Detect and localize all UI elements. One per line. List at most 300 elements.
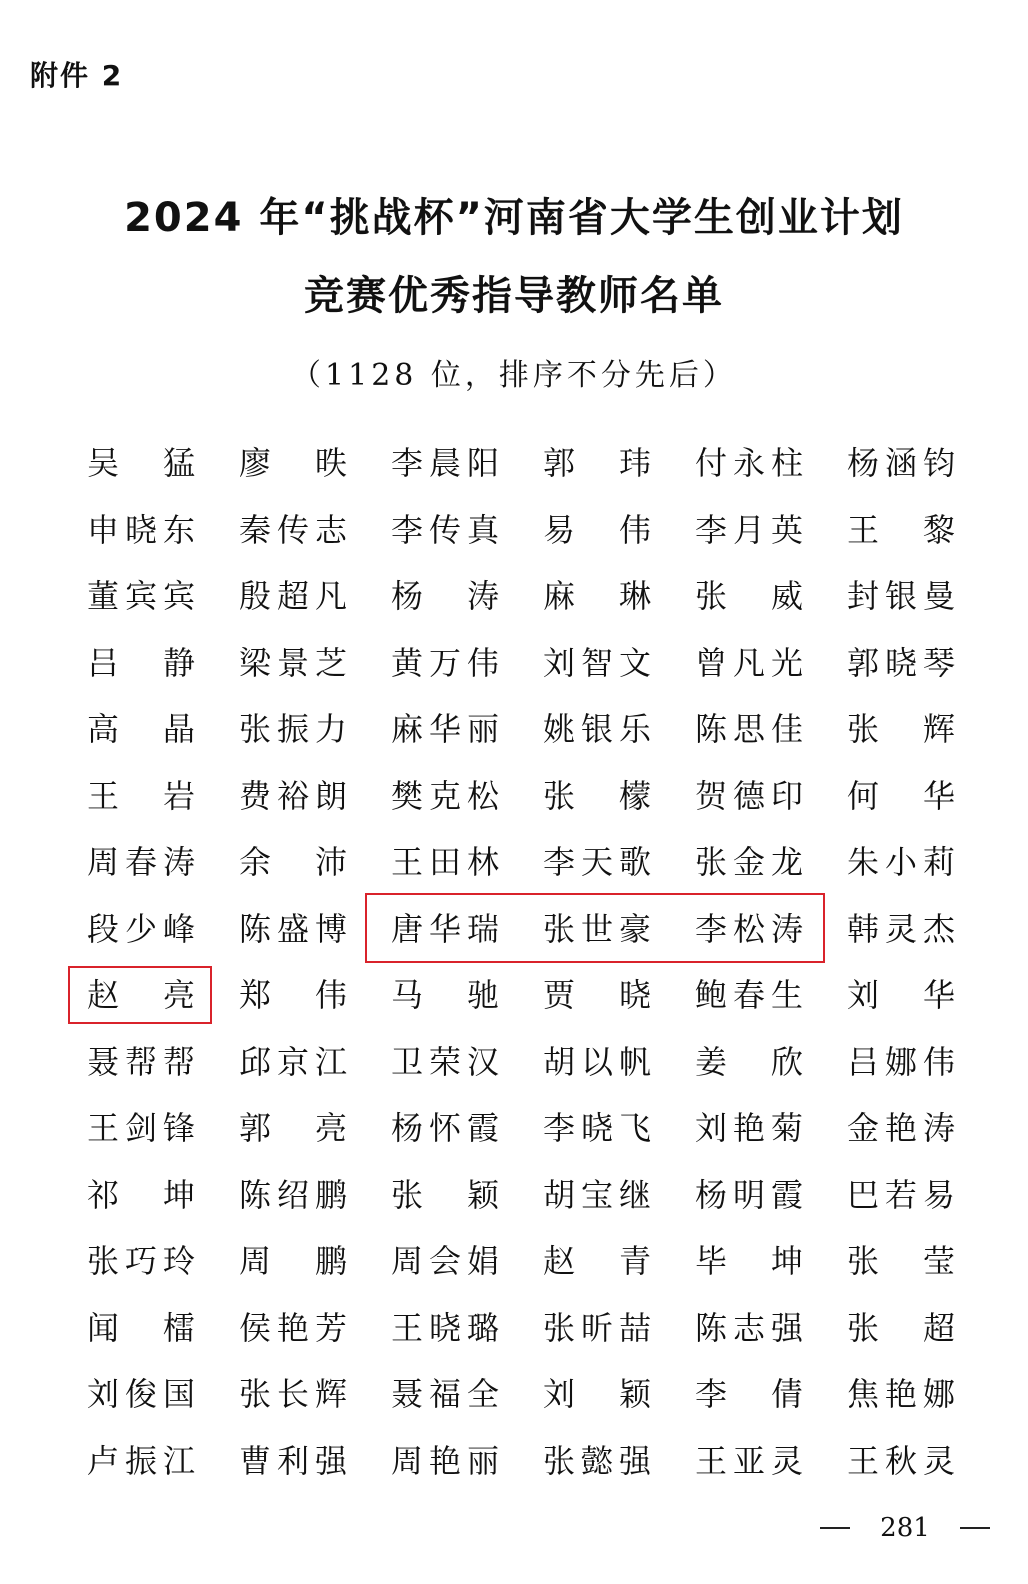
teacher-name — [847, 1238, 955, 1284]
teacher-name — [695, 507, 803, 553]
name-char: 琴 — [922, 643, 955, 682]
name-char: 金 — [732, 843, 765, 881]
name-char: 伟 — [922, 1042, 955, 1081]
name-char: 玲 — [162, 1242, 195, 1280]
name-char: 菊 — [770, 1109, 803, 1147]
name-char: 李 — [543, 843, 576, 881]
name-char: 江 — [314, 1042, 347, 1081]
teacher-name — [847, 440, 955, 486]
name-char: 陈 — [695, 1308, 728, 1347]
page-number: 281 — [880, 1513, 930, 1543]
name-char: 麻 — [391, 710, 424, 748]
name-char: 李 — [695, 1375, 728, 1413]
name-char: 周 — [87, 843, 120, 881]
name-char: 张 — [239, 1375, 272, 1413]
name-char: 钧 — [922, 444, 955, 482]
name-char: 王 — [695, 1441, 728, 1480]
name-char: 克 — [428, 776, 461, 815]
document-subtitle: （1128 位，排序不分先后） — [291, 358, 737, 393]
teacher-name — [695, 1305, 803, 1351]
name-char: 张 — [847, 1308, 880, 1347]
name-char: 焦 — [847, 1375, 880, 1413]
highlight-box-row8 — [365, 893, 825, 963]
name-char: 豪 — [618, 909, 651, 948]
name-char: 德 — [732, 776, 765, 815]
name-char: 周 — [391, 1242, 424, 1280]
name-char: 付 — [695, 444, 728, 482]
teacher-name — [847, 906, 955, 952]
name-char: 岩 — [162, 776, 195, 815]
name-char: 传 — [428, 510, 461, 549]
name-char: 马 — [391, 976, 424, 1014]
name-char: 曼 — [922, 577, 955, 615]
name-char: 张 — [847, 1242, 880, 1280]
name-char: 东 — [162, 510, 195, 549]
teacher-name — [87, 507, 195, 553]
name-char: 银 — [884, 577, 917, 615]
teacher-name — [847, 1105, 955, 1151]
teacher-name — [695, 706, 803, 752]
teacher-name — [239, 839, 347, 885]
teacher-name — [239, 906, 347, 952]
name-char: 瑞 — [466, 909, 499, 948]
name-char: 欣 — [770, 1042, 803, 1081]
name-char: 英 — [770, 510, 803, 549]
teacher-name — [391, 440, 499, 486]
name-char: 国 — [162, 1375, 195, 1413]
teacher-name — [391, 1438, 499, 1484]
name-char: 怀 — [428, 1109, 461, 1147]
teacher-name — [391, 706, 499, 752]
teacher-name — [87, 1238, 195, 1284]
teacher-name — [847, 507, 955, 553]
name-char: 喆 — [618, 1308, 651, 1347]
teacher-name — [87, 573, 195, 619]
teacher-name — [391, 1305, 499, 1351]
name-char: 会 — [428, 1242, 461, 1280]
name-char: 晓 — [884, 643, 917, 682]
teacher-name — [87, 706, 195, 752]
name-char: 志 — [314, 510, 347, 549]
name-char: 董 — [87, 577, 120, 615]
name-char: 华 — [922, 776, 955, 815]
name-char: 传 — [276, 510, 309, 549]
name-char: 超 — [922, 1308, 955, 1347]
name-char: 张 — [87, 1242, 120, 1280]
name-char: 田 — [428, 843, 461, 881]
name-char: 强 — [618, 1441, 651, 1480]
name-char: 芝 — [314, 643, 347, 682]
name-char: 艳 — [884, 1109, 917, 1147]
name-char: 姚 — [543, 710, 576, 748]
name-char: 帮 — [124, 1042, 157, 1081]
name-char: 春 — [732, 976, 765, 1014]
name-char: 昳 — [314, 444, 347, 482]
name-char: 松 — [732, 909, 765, 948]
name-char: 张 — [543, 909, 576, 948]
name-char: 春 — [124, 843, 157, 881]
teacher-name — [543, 972, 651, 1018]
teacher-name — [543, 706, 651, 752]
teacher-name — [847, 839, 955, 885]
name-char: 驰 — [466, 976, 499, 1014]
name-char: 鹏 — [314, 1175, 347, 1214]
name-char: 佳 — [770, 710, 803, 748]
name-char: 思 — [732, 710, 765, 748]
name-char: 静 — [162, 643, 195, 682]
name-char: 沛 — [314, 843, 347, 881]
name-char: 高 — [87, 710, 120, 748]
name-char: 真 — [466, 510, 499, 549]
name-char: 阳 — [466, 444, 499, 482]
name-char: 强 — [314, 1441, 347, 1480]
teacher-name — [695, 1438, 803, 1484]
name-char: 李 — [543, 1109, 576, 1147]
name-char: 全 — [466, 1375, 499, 1413]
name-char: 郭 — [239, 1109, 272, 1147]
teacher-name — [239, 773, 347, 819]
name-char: 超 — [276, 577, 309, 615]
name-char: 刘 — [847, 976, 880, 1014]
name-char: 智 — [580, 643, 613, 682]
name-char: 檑 — [162, 1308, 195, 1347]
name-char: 易 — [922, 1175, 955, 1214]
teacher-name — [847, 1039, 955, 1085]
name-char: 曾 — [695, 643, 728, 682]
teacher-name — [695, 972, 803, 1018]
name-char: 荣 — [428, 1042, 461, 1081]
teacher-name — [695, 440, 803, 486]
teacher-name — [847, 1438, 955, 1484]
name-char: 银 — [580, 710, 613, 748]
name-char: 刘 — [87, 1375, 120, 1413]
teacher-name — [239, 1238, 347, 1284]
teacher-name — [239, 573, 347, 619]
name-char: 卫 — [391, 1042, 424, 1081]
name-char: 王 — [847, 510, 880, 549]
footer-dash-right — [960, 1527, 990, 1529]
teacher-name — [239, 507, 347, 553]
name-char: 以 — [580, 1042, 613, 1081]
name-char: 月 — [732, 510, 765, 549]
teacher-name — [239, 1039, 347, 1085]
teacher-name — [543, 573, 651, 619]
name-char: 陈 — [239, 909, 272, 948]
teacher-name — [239, 972, 347, 1018]
name-char: 福 — [428, 1375, 461, 1413]
name-char: 李 — [391, 444, 424, 482]
teacher-name — [543, 640, 651, 686]
name-char: 赵 — [87, 976, 120, 1014]
name-char: 吴 — [87, 444, 120, 482]
name-char: 聂 — [391, 1375, 424, 1413]
name-char: 杨 — [847, 444, 880, 482]
teacher-name — [847, 640, 955, 686]
name-char: 宝 — [580, 1175, 613, 1214]
name-char: 万 — [428, 643, 461, 682]
name-char: 曹 — [239, 1441, 272, 1480]
name-char: 若 — [884, 1175, 917, 1214]
name-char: 王 — [391, 843, 424, 881]
attachment-label: 附件 2 — [30, 59, 124, 92]
teacher-name — [239, 1305, 347, 1351]
page-footer — [820, 1510, 990, 1546]
name-char: 鲍 — [695, 976, 728, 1014]
name-char: 志 — [732, 1308, 765, 1347]
name-char: 韩 — [847, 909, 880, 948]
name-char: 文 — [618, 643, 651, 682]
name-char: 杨 — [391, 1109, 424, 1147]
name-char: 涛 — [770, 909, 803, 948]
name-char: 博 — [314, 909, 347, 948]
name-char: 陈 — [695, 710, 728, 748]
name-char: 光 — [770, 643, 803, 682]
teacher-name — [543, 1305, 651, 1351]
name-char: 柱 — [770, 444, 803, 482]
name-char: 景 — [276, 643, 309, 682]
name-char: 吕 — [847, 1042, 880, 1081]
name-char: 威 — [770, 577, 803, 615]
teacher-name — [87, 906, 195, 952]
name-char: 汉 — [466, 1042, 499, 1081]
name-char: 莹 — [922, 1242, 955, 1280]
name-char: 京 — [276, 1042, 309, 1081]
name-char: 赵 — [543, 1242, 576, 1280]
teacher-name — [391, 1105, 499, 1151]
teacher-name — [695, 1238, 803, 1284]
teacher-name — [87, 1438, 195, 1484]
name-char: 秋 — [884, 1441, 917, 1480]
name-char: 巧 — [124, 1242, 157, 1280]
name-char: 封 — [847, 577, 880, 615]
name-char: 胡 — [543, 1175, 576, 1214]
teacher-name — [695, 1371, 803, 1417]
teacher-name — [543, 440, 651, 486]
name-char: 灵 — [922, 1441, 955, 1480]
name-char: 艳 — [732, 1109, 765, 1147]
name-char: 黄 — [391, 643, 424, 682]
teacher-name — [87, 1371, 195, 1417]
name-char: 张 — [847, 710, 880, 748]
name-char: 艳 — [884, 1375, 917, 1413]
name-char: 颖 — [466, 1175, 499, 1214]
teacher-name — [543, 1039, 651, 1085]
teacher-name — [239, 440, 347, 486]
name-char: 少 — [124, 909, 157, 948]
name-char: 华 — [922, 976, 955, 1014]
name-char: 张 — [695, 577, 728, 615]
footer-dash-left — [820, 1527, 850, 1529]
name-char: 李 — [391, 510, 424, 549]
name-char: 猛 — [162, 444, 195, 482]
name-char: 莉 — [922, 843, 955, 881]
teacher-name — [695, 1039, 803, 1085]
name-char: 灵 — [770, 1441, 803, 1480]
teacher-name — [847, 1172, 955, 1218]
name-char: 伟 — [466, 643, 499, 682]
name-char: 秦 — [239, 510, 272, 549]
name-char: 力 — [314, 710, 347, 748]
name-char: 张 — [543, 1308, 576, 1347]
name-char: 樊 — [391, 776, 424, 815]
name-char: 裕 — [276, 776, 309, 815]
name-char: 振 — [276, 710, 309, 748]
name-char: 利 — [276, 1441, 309, 1480]
name-char: 娜 — [884, 1042, 917, 1081]
name-char: 晓 — [428, 1308, 461, 1347]
name-char: 帆 — [618, 1042, 651, 1081]
name-char: 吕 — [87, 643, 120, 682]
teacher-name — [543, 1105, 651, 1151]
name-char: 邱 — [239, 1042, 272, 1081]
name-char: 郭 — [847, 643, 880, 682]
teacher-name — [543, 507, 651, 553]
name-char: 巴 — [847, 1175, 880, 1214]
teacher-name — [87, 839, 195, 885]
teacher-name — [391, 773, 499, 819]
name-char: 涛 — [466, 577, 499, 615]
name-char: 卢 — [87, 1441, 120, 1480]
teacher-name — [695, 1172, 803, 1218]
name-char: 生 — [770, 976, 803, 1014]
teacher-name — [695, 839, 803, 885]
teacher-name — [695, 573, 803, 619]
name-char: 聂 — [87, 1042, 120, 1081]
name-char: 娟 — [466, 1242, 499, 1280]
teacher-name — [543, 1371, 651, 1417]
name-char: 侯 — [239, 1308, 272, 1347]
name-char: 张 — [239, 710, 272, 748]
name-char: 陈 — [239, 1175, 272, 1214]
teacher-name — [239, 1105, 347, 1151]
document-title-line1: 2024 年“挑战杯”河南省大学生创业计划 — [124, 195, 904, 241]
name-char: 祁 — [87, 1175, 120, 1214]
name-char: 李 — [695, 510, 728, 549]
name-char: 黎 — [922, 510, 955, 549]
name-char: 宾 — [124, 577, 157, 615]
name-char: 梁 — [239, 643, 272, 682]
name-char: 唐 — [391, 909, 424, 948]
name-char: 俊 — [124, 1375, 157, 1413]
name-char: 王 — [87, 776, 120, 815]
teacher-name — [543, 773, 651, 819]
name-char: 杨 — [391, 577, 424, 615]
name-char: 涛 — [922, 1109, 955, 1147]
name-char: 丽 — [466, 710, 499, 748]
name-char: 麻 — [543, 577, 576, 615]
name-char: 朱 — [847, 843, 880, 881]
name-char: 天 — [580, 843, 613, 881]
name-char: 姜 — [695, 1042, 728, 1081]
name-char: 涛 — [162, 843, 195, 881]
teacher-name — [87, 1305, 195, 1351]
name-char: 闻 — [87, 1308, 120, 1347]
teacher-name — [87, 440, 195, 486]
name-char: 周 — [391, 1441, 424, 1480]
teacher-name — [391, 573, 499, 619]
name-char: 亮 — [314, 1109, 347, 1147]
name-char: 长 — [276, 1375, 309, 1413]
name-char: 华 — [428, 710, 461, 748]
teacher-name — [239, 640, 347, 686]
name-char: 江 — [162, 1441, 195, 1480]
teacher-name — [847, 1305, 955, 1351]
name-char: 松 — [466, 776, 499, 815]
teacher-name — [847, 972, 955, 1018]
name-char: 明 — [732, 1175, 765, 1214]
name-char: 贾 — [543, 976, 576, 1014]
name-char: 刘 — [543, 1375, 576, 1413]
name-char: 强 — [770, 1308, 803, 1347]
teacher-name — [847, 1371, 955, 1417]
teacher-name — [391, 839, 499, 885]
name-list-grid — [87, 440, 999, 1504]
name-char: 刘 — [695, 1109, 728, 1147]
name-char: 琳 — [618, 577, 651, 615]
name-char: 峰 — [162, 909, 195, 948]
name-char: 易 — [543, 510, 576, 549]
name-char: 郑 — [239, 976, 272, 1014]
name-char: 殷 — [239, 577, 272, 615]
teacher-name — [391, 1371, 499, 1417]
name-char: 金 — [847, 1109, 880, 1147]
teacher-name — [391, 1039, 499, 1085]
name-char: 晨 — [428, 444, 461, 482]
name-char: 盛 — [276, 909, 309, 948]
teacher-name — [239, 1172, 347, 1218]
name-char: 王 — [87, 1109, 120, 1147]
name-char: 锋 — [162, 1109, 195, 1147]
teacher-name — [239, 1371, 347, 1417]
teacher-name — [695, 773, 803, 819]
name-char: 伟 — [314, 976, 347, 1014]
name-char: 段 — [87, 909, 120, 948]
name-char: 世 — [580, 909, 613, 948]
name-char: 申 — [87, 510, 120, 549]
name-char: 坤 — [770, 1242, 803, 1280]
highlight-box-row9 — [68, 966, 212, 1024]
teacher-name — [87, 1039, 195, 1085]
teacher-name — [847, 773, 955, 819]
teacher-name — [391, 1238, 499, 1284]
name-char: 倩 — [770, 1375, 803, 1413]
name-char: 郭 — [543, 444, 576, 482]
name-char: 绍 — [276, 1175, 309, 1214]
name-char: 帮 — [162, 1042, 195, 1081]
name-char: 檬 — [618, 776, 651, 815]
name-char: 张 — [695, 843, 728, 881]
name-char: 张 — [391, 1175, 424, 1214]
teacher-name — [543, 1238, 651, 1284]
name-char: 颖 — [618, 1375, 651, 1413]
name-char: 费 — [239, 776, 272, 815]
name-char: 晓 — [580, 1109, 613, 1147]
name-char: 玮 — [618, 444, 651, 482]
teacher-name — [239, 1438, 347, 1484]
teacher-name — [695, 1105, 803, 1151]
name-char: 亚 — [732, 1441, 765, 1480]
teacher-name — [543, 1438, 651, 1484]
name-char: 小 — [884, 843, 917, 881]
name-char: 亮 — [162, 976, 195, 1014]
name-char: 张 — [543, 1441, 576, 1480]
teacher-name — [543, 839, 651, 885]
name-char: 艳 — [276, 1308, 309, 1347]
teacher-name — [847, 573, 955, 619]
name-char: 辉 — [922, 710, 955, 748]
name-char: 胡 — [543, 1042, 576, 1081]
name-char: 芳 — [314, 1308, 347, 1347]
